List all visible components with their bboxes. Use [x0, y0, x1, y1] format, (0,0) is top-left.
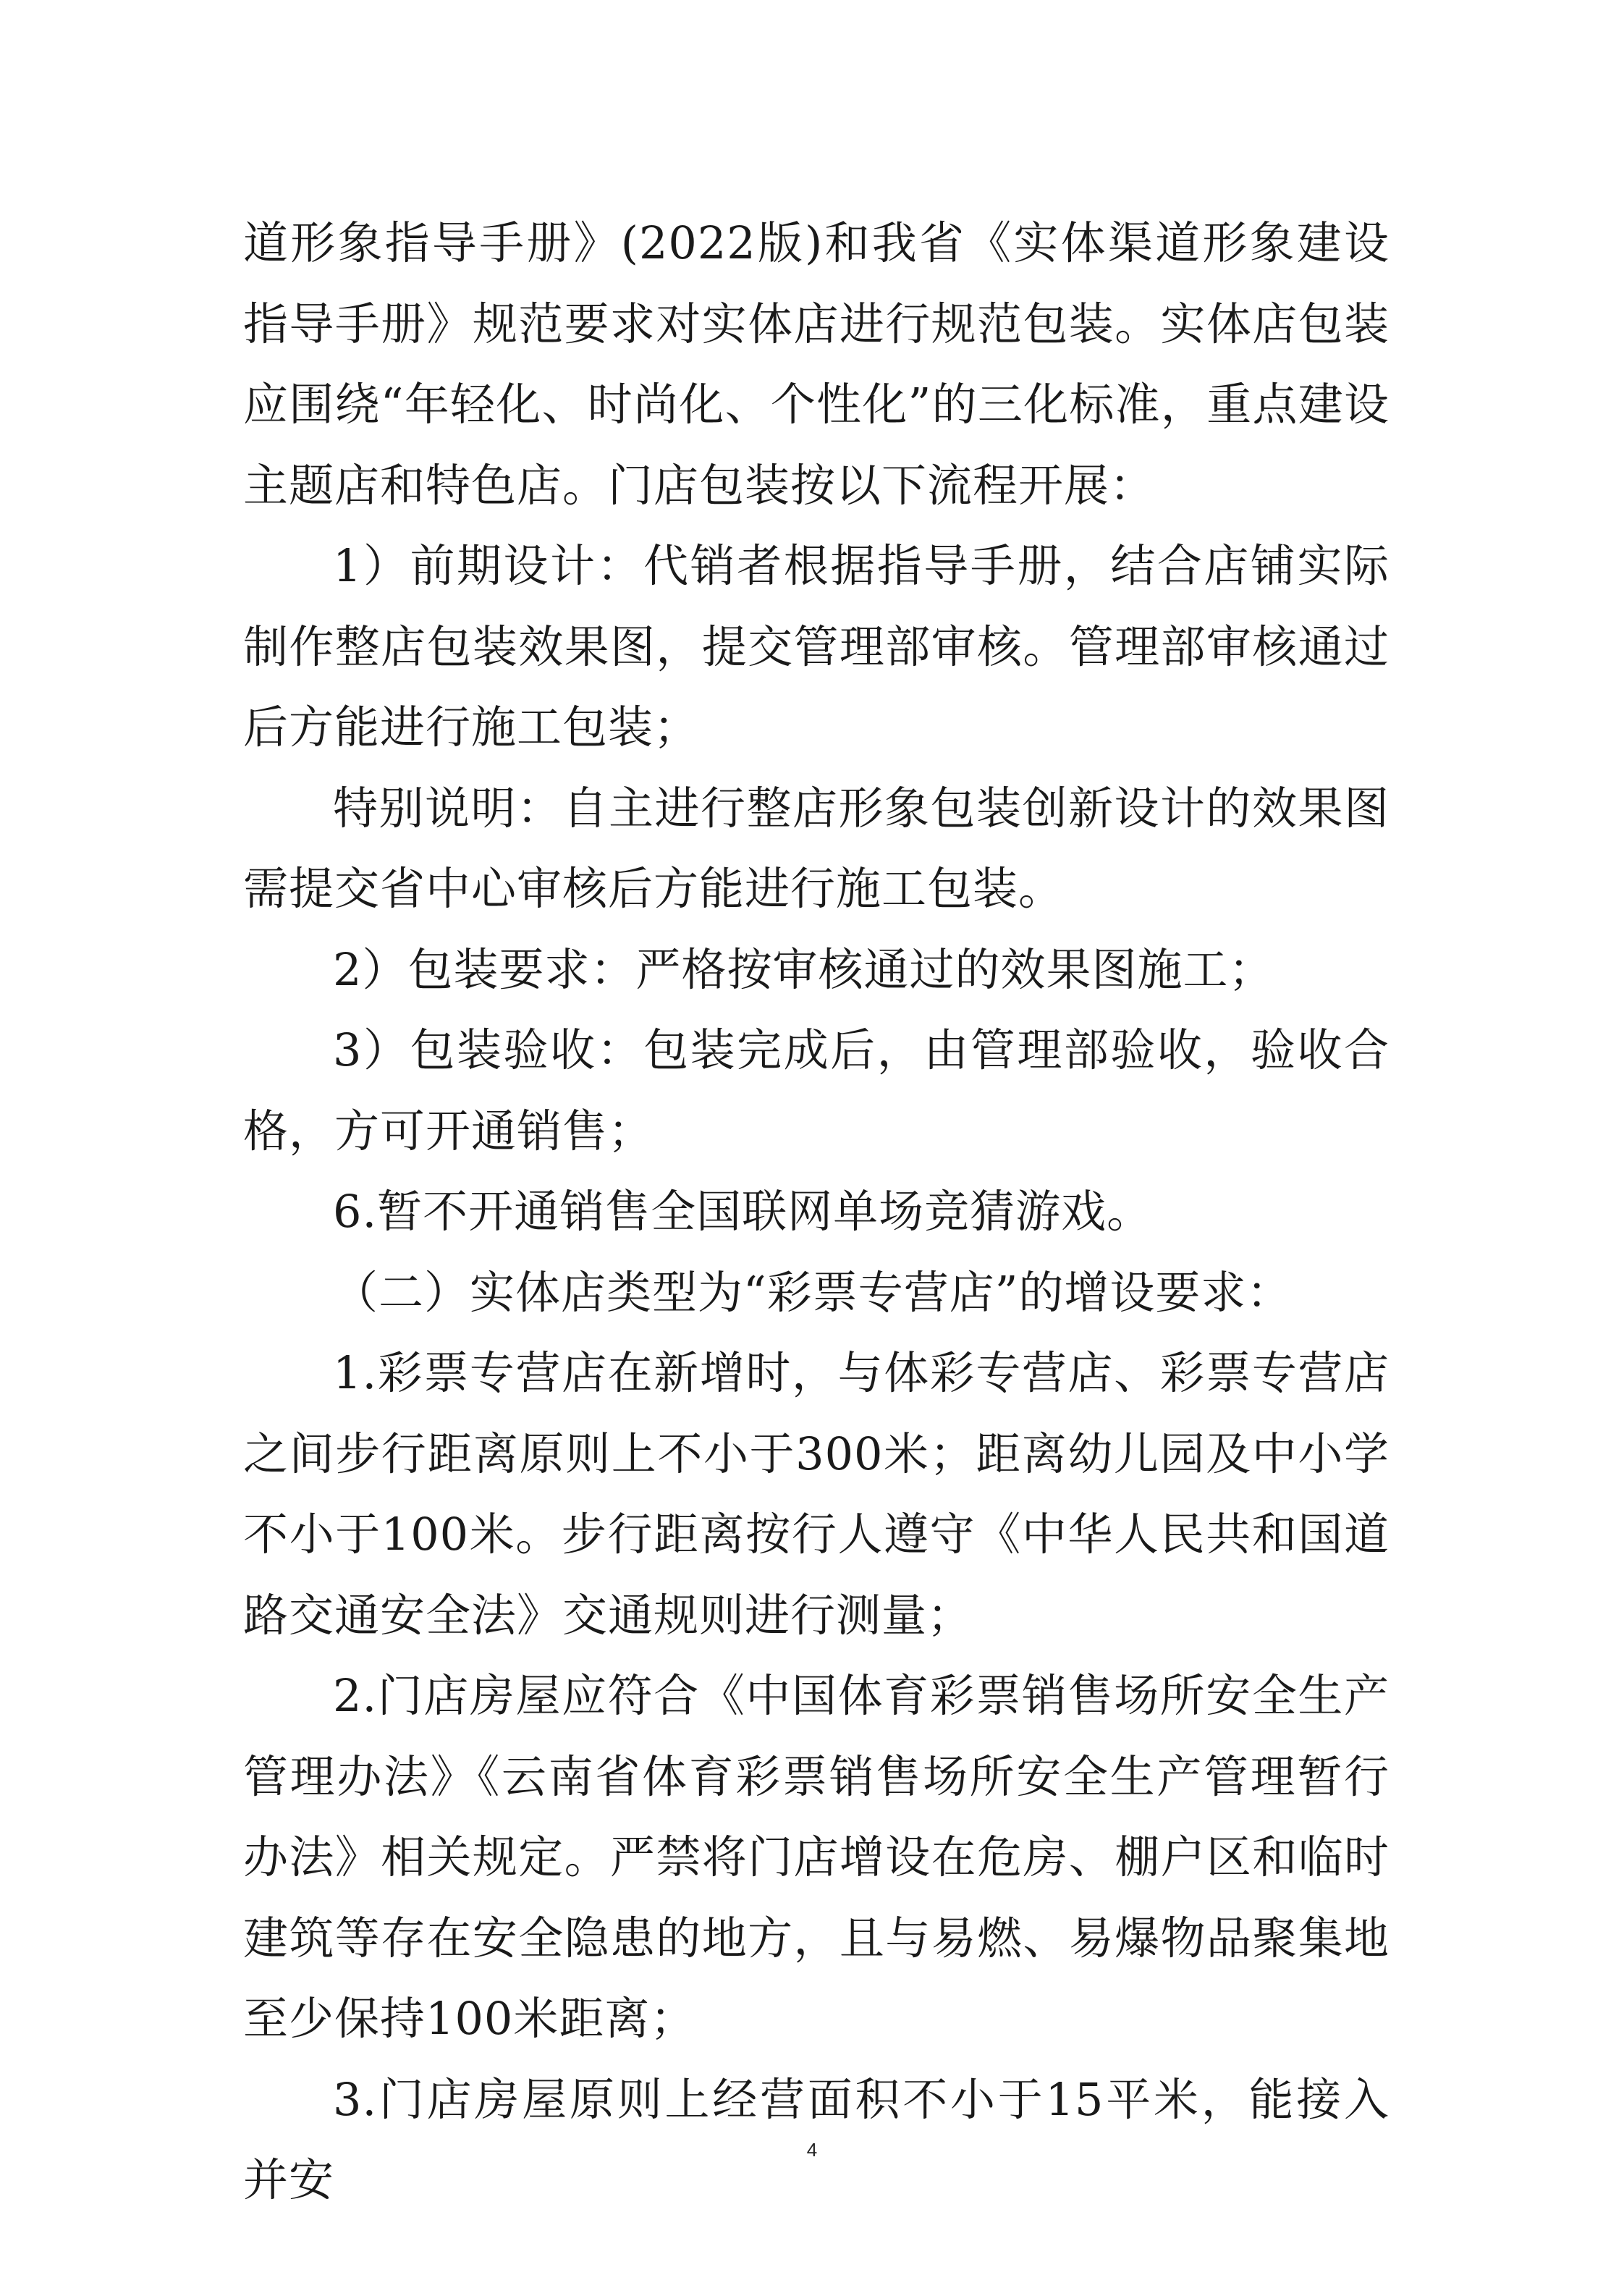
page-number: 4 [806, 2139, 818, 2161]
paragraph-intro-continuation: 道形象指导手册》(2022版)和我省《实体渠道形象建设指导手册》规范要求对实体店进行规范包装。实体店包装应围绕“年轻化、时尚化、个性化”的三化标准，重点建设主题店和特色店。门店包装按以下流程开展： [243, 216, 1390, 512]
paragraph-step-3-acceptance: 3）包装验收：包装完成后，由管理部验收，验收合格，方可开通销售； [243, 1024, 1390, 1157]
paragraph-step-1-design: 1）前期设计：代销者根据指导手册，结合店铺实际制作整店包装效果图，提交管理部审核。管理部审核通过后方能进行施工包装； [243, 539, 1390, 754]
section-heading-2: （二）实体店类型为“彩票专营店”的增设要求： [333, 1265, 1293, 1319]
paragraph-rule-3-area: 3.门店房屋原则上经营面积不小于15平米，能接入并安 [243, 2072, 1390, 2206]
paragraph-step-2-requirements: 2）包装要求：严格按审核通过的效果图施工； [333, 942, 1274, 996]
paragraph-item-6: 6.暂不开通销售全国联网单场竞猜游戏。 [333, 1185, 1153, 1238]
paragraph-special-note: 特别说明：自主进行整店形象包装创新设计的效果图需提交省中心审核后方能进行施工包装。 [243, 781, 1390, 915]
paragraph-rule-2-safety: 2.门店房屋应符合《中国体育彩票销售场所安全生产管理办法》《云南省体育彩票销售场所安全生产管理暂行办法》相关规定。严禁将门店增设在危房、棚户区和临时建筑等存在安全隐患的地方，且与易燃、易爆物品聚集地至少保持100米距离； [243, 1669, 1390, 2045]
paragraph-rule-1-distance: 1.彩票专营店在新增时，与体彩专营店、彩票专营店之间步行距离原则上不小于300米；距离幼儿园及中小学不小于100米。步行距离按行人遵守《中华人民共和国道路交通安全法》交通规则进行测量； [243, 1346, 1390, 1642]
body-text [243, 203, 1390, 2221]
